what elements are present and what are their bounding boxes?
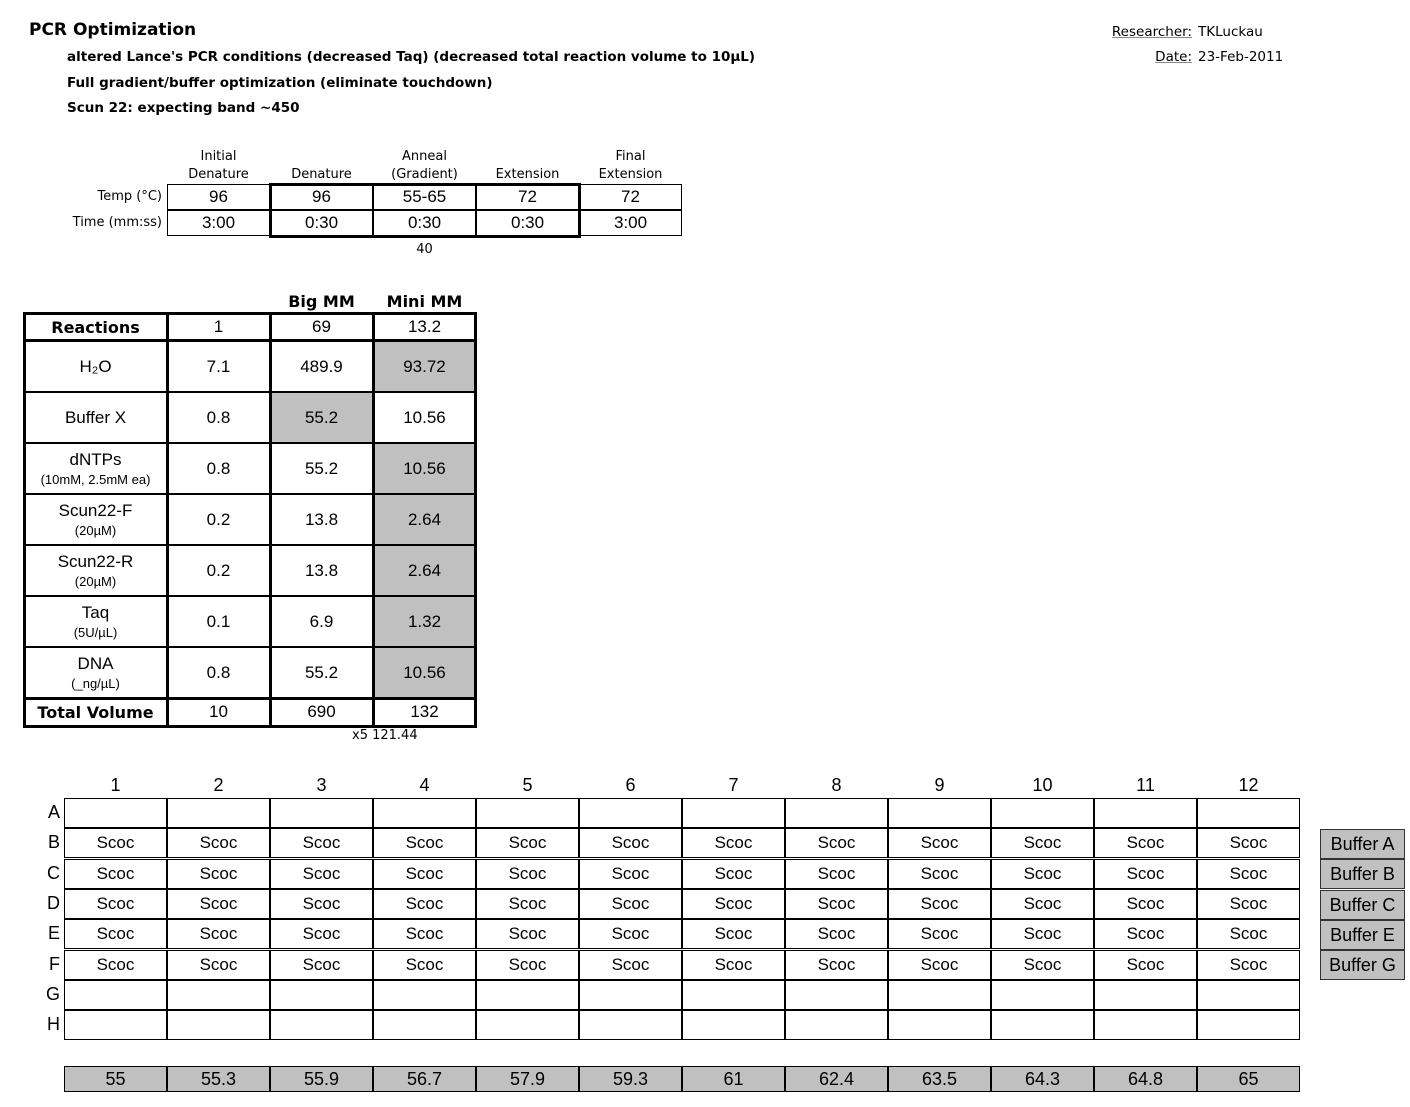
plate-well[interactable] xyxy=(1197,798,1300,828)
plate-well[interactable]: Scoc xyxy=(167,950,270,980)
plate-well[interactable]: Scoc xyxy=(167,919,270,949)
gradient-temp: 56.7 xyxy=(373,1066,476,1092)
plate-well[interactable]: Scoc xyxy=(888,919,991,949)
plate-column-label: 11 xyxy=(1136,775,1155,795)
plate-well[interactable] xyxy=(991,798,1094,828)
buffer-label: Buffer B xyxy=(1320,859,1405,889)
plate-column-label: 4 xyxy=(419,775,430,795)
volume-cell[interactable]: 1.32 xyxy=(373,596,476,647)
total-volume-value[interactable]: 690 xyxy=(270,698,373,726)
plate-well[interactable] xyxy=(579,1010,682,1040)
volume-cell[interactable]: 55.2 xyxy=(270,392,373,443)
plate-well[interactable]: Scoc xyxy=(888,859,991,889)
plate-well[interactable]: Scoc xyxy=(579,859,682,889)
plate-well[interactable]: Scoc xyxy=(888,889,991,919)
plate-well[interactable]: Scoc xyxy=(1197,950,1300,980)
step-header-line1: Initial xyxy=(200,149,237,164)
reagent-concentration: (20µM) xyxy=(74,574,117,589)
plate-well[interactable]: Scoc xyxy=(579,919,682,949)
plate-well[interactable]: Scoc xyxy=(579,889,682,919)
plate-well[interactable] xyxy=(476,980,579,1010)
plate-well[interactable]: Scoc xyxy=(373,828,476,858)
plate-row-label: A xyxy=(47,802,60,822)
temp-cell[interactable]: 96 xyxy=(270,184,373,210)
reactions-label: Reactions xyxy=(24,313,167,341)
plate-well[interactable]: Scoc xyxy=(373,950,476,980)
plate-well[interactable] xyxy=(1094,980,1197,1010)
volume-cell[interactable]: 0.8 xyxy=(167,443,270,494)
plate-well[interactable]: Scoc xyxy=(476,859,579,889)
temp-cell[interactable]: 72 xyxy=(476,184,579,210)
temp-cell[interactable]: 55-65 xyxy=(373,184,476,210)
plate-well[interactable] xyxy=(785,1010,888,1040)
plate-column-label: 3 xyxy=(316,775,327,795)
plate-well[interactable] xyxy=(270,798,373,828)
plate-well[interactable]: Scoc xyxy=(682,859,785,889)
plate-well[interactable] xyxy=(785,798,888,828)
plate-row-label: B xyxy=(47,832,60,853)
mini-mm-header: Mini MM xyxy=(386,292,463,311)
reactions-value[interactable]: 1 xyxy=(167,313,270,341)
plate-well[interactable] xyxy=(476,798,579,828)
plate-well[interactable] xyxy=(270,980,373,1010)
reagent-label xyxy=(24,392,167,443)
volume-cell[interactable]: 10.56 xyxy=(373,443,476,494)
plate-well[interactable] xyxy=(270,1010,373,1040)
temp-cell[interactable]: 96 xyxy=(167,184,270,210)
column-divider xyxy=(166,312,169,728)
plate-column-label: 2 xyxy=(213,775,224,795)
researcher-value: TKLuckau xyxy=(1198,24,1263,40)
gradient-temp: 55.9 xyxy=(270,1066,373,1092)
plate-well[interactable] xyxy=(167,980,270,1010)
plate-well[interactable]: Scoc xyxy=(785,889,888,919)
plate-well[interactable]: Scoc xyxy=(1094,919,1197,949)
total-volume-value[interactable]: 10 xyxy=(167,698,270,726)
plate-well[interactable] xyxy=(888,798,991,828)
temp-cell[interactable]: 72 xyxy=(579,184,682,210)
plate-well[interactable] xyxy=(64,980,167,1010)
plate-well[interactable] xyxy=(167,1010,270,1040)
plate-row-label: D xyxy=(47,892,60,913)
time-cell[interactable]: 3:00 xyxy=(579,210,682,236)
plate-well[interactable]: Scoc xyxy=(785,950,888,980)
plate-well[interactable]: Scoc xyxy=(1094,889,1197,919)
time-cell[interactable]: 0:30 xyxy=(270,210,373,236)
reactions-value[interactable]: 13.2 xyxy=(373,313,476,341)
plate-well[interactable]: Scoc xyxy=(64,889,167,919)
plate-well[interactable] xyxy=(167,798,270,828)
reagent-name: DNA xyxy=(77,654,114,673)
volume-cell[interactable]: 10.56 xyxy=(373,392,476,443)
plate-well[interactable]: Scoc xyxy=(64,828,167,858)
plate-well[interactable]: Scoc xyxy=(888,950,991,980)
reagent-concentration: (_ng/µL) xyxy=(71,676,120,691)
plate-well[interactable]: Scoc xyxy=(270,950,373,980)
plate-well[interactable] xyxy=(476,1010,579,1040)
plate-well[interactable] xyxy=(373,980,476,1010)
reagent-concentration: (10mM, 2.5mM ea) xyxy=(40,472,151,487)
plate-well[interactable] xyxy=(1197,980,1300,1010)
reagent-concentration: (5U/µL) xyxy=(73,625,118,640)
gradient-temp: 63.5 xyxy=(888,1066,991,1092)
gradient-temp: 57.9 xyxy=(476,1066,579,1092)
plate-well[interactable]: Scoc xyxy=(167,828,270,858)
plate-column-label: 7 xyxy=(728,775,739,795)
plate-well[interactable]: Scoc xyxy=(682,889,785,919)
plate-well[interactable] xyxy=(785,980,888,1010)
volume-cell[interactable]: 6.9 xyxy=(270,596,373,647)
step-header-line1: Anneal xyxy=(402,149,447,164)
volume-cell[interactable]: 2.64 xyxy=(373,545,476,596)
plate-well[interactable] xyxy=(64,798,167,828)
plate-well[interactable]: Scoc xyxy=(476,950,579,980)
buffer-label: Buffer G xyxy=(1320,950,1405,980)
volume-cell[interactable]: 10.56 xyxy=(373,647,476,698)
plate-well[interactable]: Scoc xyxy=(1094,859,1197,889)
plate-well[interactable]: Scoc xyxy=(1094,950,1197,980)
volume-cell[interactable]: 55.2 xyxy=(270,443,373,494)
plate-well[interactable]: Scoc xyxy=(64,950,167,980)
plate-well[interactable]: Scoc xyxy=(1197,859,1300,889)
time-row-label: Time (mm:ss) xyxy=(72,215,162,230)
plate-well[interactable] xyxy=(373,798,476,828)
plate-well[interactable]: Scoc xyxy=(476,889,579,919)
volume-cell[interactable]: 2.64 xyxy=(373,494,476,545)
volume-cell[interactable]: 0.8 xyxy=(167,392,270,443)
plate-well[interactable]: Scoc xyxy=(682,828,785,858)
volume-cell[interactable]: 13.8 xyxy=(270,545,373,596)
plate-well[interactable] xyxy=(1094,798,1197,828)
gradient-temp: 64.3 xyxy=(991,1066,1094,1092)
reagent-label xyxy=(24,596,167,647)
step-header-line2: Denature xyxy=(188,167,249,182)
volume-cell[interactable]: 93.72 xyxy=(373,341,476,392)
volume-cell[interactable]: 0.2 xyxy=(167,545,270,596)
plate-row-label: G xyxy=(45,983,60,1004)
volume-cell[interactable]: 7.1 xyxy=(167,341,270,392)
reagent-label xyxy=(24,647,167,698)
plate-well[interactable]: Scoc xyxy=(1094,828,1197,858)
plate-column-label: 12 xyxy=(1238,775,1259,795)
gradient-temp: 55.3 xyxy=(167,1066,270,1092)
reagent-label xyxy=(24,545,167,596)
plate-well[interactable]: Scoc xyxy=(373,889,476,919)
plate-well[interactable] xyxy=(1197,1010,1300,1040)
note-2: Full gradient/buffer optimization (eliminate touchdown) xyxy=(67,75,493,91)
time-cell[interactable]: 3:00 xyxy=(167,210,270,236)
plate-well[interactable]: Scoc xyxy=(476,919,579,949)
plate-well[interactable]: Scoc xyxy=(991,859,1094,889)
plate-well[interactable]: Scoc xyxy=(682,919,785,949)
gradient-temp: 59.3 xyxy=(579,1066,682,1092)
plate-well[interactable] xyxy=(888,980,991,1010)
total-volume-value[interactable]: 132 xyxy=(373,698,476,726)
reagent-name: dNTPs xyxy=(69,450,122,469)
plate-well[interactable]: Scoc xyxy=(1197,828,1300,858)
column-divider xyxy=(269,312,272,728)
plate-well[interactable]: Scoc xyxy=(888,828,991,858)
step-header-line2: (Gradient) xyxy=(391,167,458,182)
plate-well[interactable] xyxy=(682,798,785,828)
gradient-temp: 65 xyxy=(1197,1066,1300,1092)
plate-column-label: 10 xyxy=(1032,775,1053,795)
plate-well[interactable]: Scoc xyxy=(991,828,1094,858)
plate-row-label: H xyxy=(47,1014,60,1035)
date-value: 23-Feb-2011 xyxy=(1198,49,1284,65)
plate-well[interactable]: Scoc xyxy=(579,828,682,858)
plate-well[interactable]: Scoc xyxy=(270,919,373,949)
plate-well[interactable]: Scoc xyxy=(167,859,270,889)
plate-well[interactable] xyxy=(373,1010,476,1040)
plate-row-label: F xyxy=(49,953,60,974)
plate-well[interactable] xyxy=(682,1010,785,1040)
plate-well[interactable]: Scoc xyxy=(476,828,579,858)
step-header-line1: Final xyxy=(615,149,646,164)
time-cell[interactable]: 0:30 xyxy=(476,210,579,236)
plate-well[interactable]: Scoc xyxy=(991,950,1094,980)
plate-column-label: 1 xyxy=(110,775,121,795)
plate-well[interactable]: Scoc xyxy=(579,950,682,980)
reagent-concentration: (20µM) xyxy=(74,523,117,538)
plate-row-label: C xyxy=(47,862,60,883)
plate-well[interactable]: Scoc xyxy=(785,919,888,949)
plate-well[interactable] xyxy=(64,1010,167,1040)
cycle-count: 40 xyxy=(416,242,433,257)
reagent-label xyxy=(24,341,167,392)
gradient-temp: 64.8 xyxy=(1094,1066,1197,1092)
buffer-label: Buffer C xyxy=(1320,890,1405,920)
reagent-name: Scun22-R xyxy=(57,552,134,571)
plate-well[interactable]: Scoc xyxy=(64,859,167,889)
gradient-temp: 55 xyxy=(64,1066,167,1092)
volume-cell[interactable]: 0.2 xyxy=(167,494,270,545)
plate-well[interactable] xyxy=(579,798,682,828)
note-3: Scun 22: expecting band ~450 xyxy=(67,100,300,116)
gradient-temp: 61 xyxy=(682,1066,785,1092)
plate-well[interactable]: Scoc xyxy=(270,828,373,858)
plate-well[interactable]: Scoc xyxy=(64,919,167,949)
plate-column-label: 9 xyxy=(934,775,945,795)
plate-well[interactable]: Scoc xyxy=(373,859,476,889)
plate-well[interactable] xyxy=(682,980,785,1010)
step-header-line2: Denature xyxy=(291,167,352,182)
plate-well[interactable] xyxy=(991,1010,1094,1040)
step-header-line2: Extension xyxy=(495,167,560,182)
temp-row-label: Temp (°C) xyxy=(97,189,162,204)
note-1: altered Lance's PCR conditions (decreased Taq) (decreased total reaction volume to 10µL) xyxy=(67,49,756,65)
researcher-label: Researcher: xyxy=(1111,24,1192,40)
mini-mm-footnote: x5 121.44 xyxy=(352,728,418,743)
reagent-name: Buffer X xyxy=(64,407,127,427)
volume-cell[interactable]: 0.8 xyxy=(167,647,270,698)
reagent-name: Scun22-F xyxy=(58,501,133,520)
plate-well[interactable]: Scoc xyxy=(373,919,476,949)
plate-well[interactable]: Scoc xyxy=(991,919,1094,949)
plate-well[interactable] xyxy=(579,980,682,1010)
volume-cell[interactable]: 55.2 xyxy=(270,647,373,698)
plate-well[interactable]: Scoc xyxy=(991,889,1094,919)
reagent-label xyxy=(24,443,167,494)
reagent-name: H₂O xyxy=(79,356,112,376)
volume-cell[interactable]: 0.1 xyxy=(167,596,270,647)
plate-well[interactable] xyxy=(991,980,1094,1010)
reagent-name: Taq xyxy=(81,603,110,622)
plate-well[interactable] xyxy=(888,1010,991,1040)
volume-cell[interactable]: 13.8 xyxy=(270,494,373,545)
reagent-label xyxy=(24,494,167,545)
column-divider xyxy=(372,312,375,728)
reactions-value[interactable]: 69 xyxy=(270,313,373,341)
big-mm-header: Big MM xyxy=(288,292,355,311)
plate-column-label: 6 xyxy=(625,775,636,795)
plate-column-label: 5 xyxy=(522,775,533,795)
plate-column-label: 8 xyxy=(831,775,842,795)
plate-well[interactable]: Scoc xyxy=(167,889,270,919)
buffer-label: Buffer A xyxy=(1320,829,1405,859)
plate-well[interactable]: Scoc xyxy=(1197,889,1300,919)
time-cell[interactable]: 0:30 xyxy=(373,210,476,236)
volume-cell[interactable]: 489.9 xyxy=(270,341,373,392)
plate-well[interactable]: Scoc xyxy=(682,950,785,980)
plate-well[interactable] xyxy=(1094,1010,1197,1040)
date-label: Date: xyxy=(1155,49,1192,65)
plate-well[interactable]: Scoc xyxy=(1197,919,1300,949)
page-title: PCR Optimization xyxy=(29,20,197,40)
plate-well[interactable]: Scoc xyxy=(785,828,888,858)
plate-well[interactable]: Scoc xyxy=(270,859,373,889)
gradient-temp: 62.4 xyxy=(785,1066,888,1092)
plate-row-label: E xyxy=(47,923,60,944)
plate-well[interactable]: Scoc xyxy=(785,859,888,889)
plate-well[interactable]: Scoc xyxy=(270,889,373,919)
buffer-label: Buffer E xyxy=(1320,920,1405,950)
total-volume-label: Total Volume xyxy=(24,698,167,726)
step-header-line2: Extension xyxy=(598,167,663,182)
